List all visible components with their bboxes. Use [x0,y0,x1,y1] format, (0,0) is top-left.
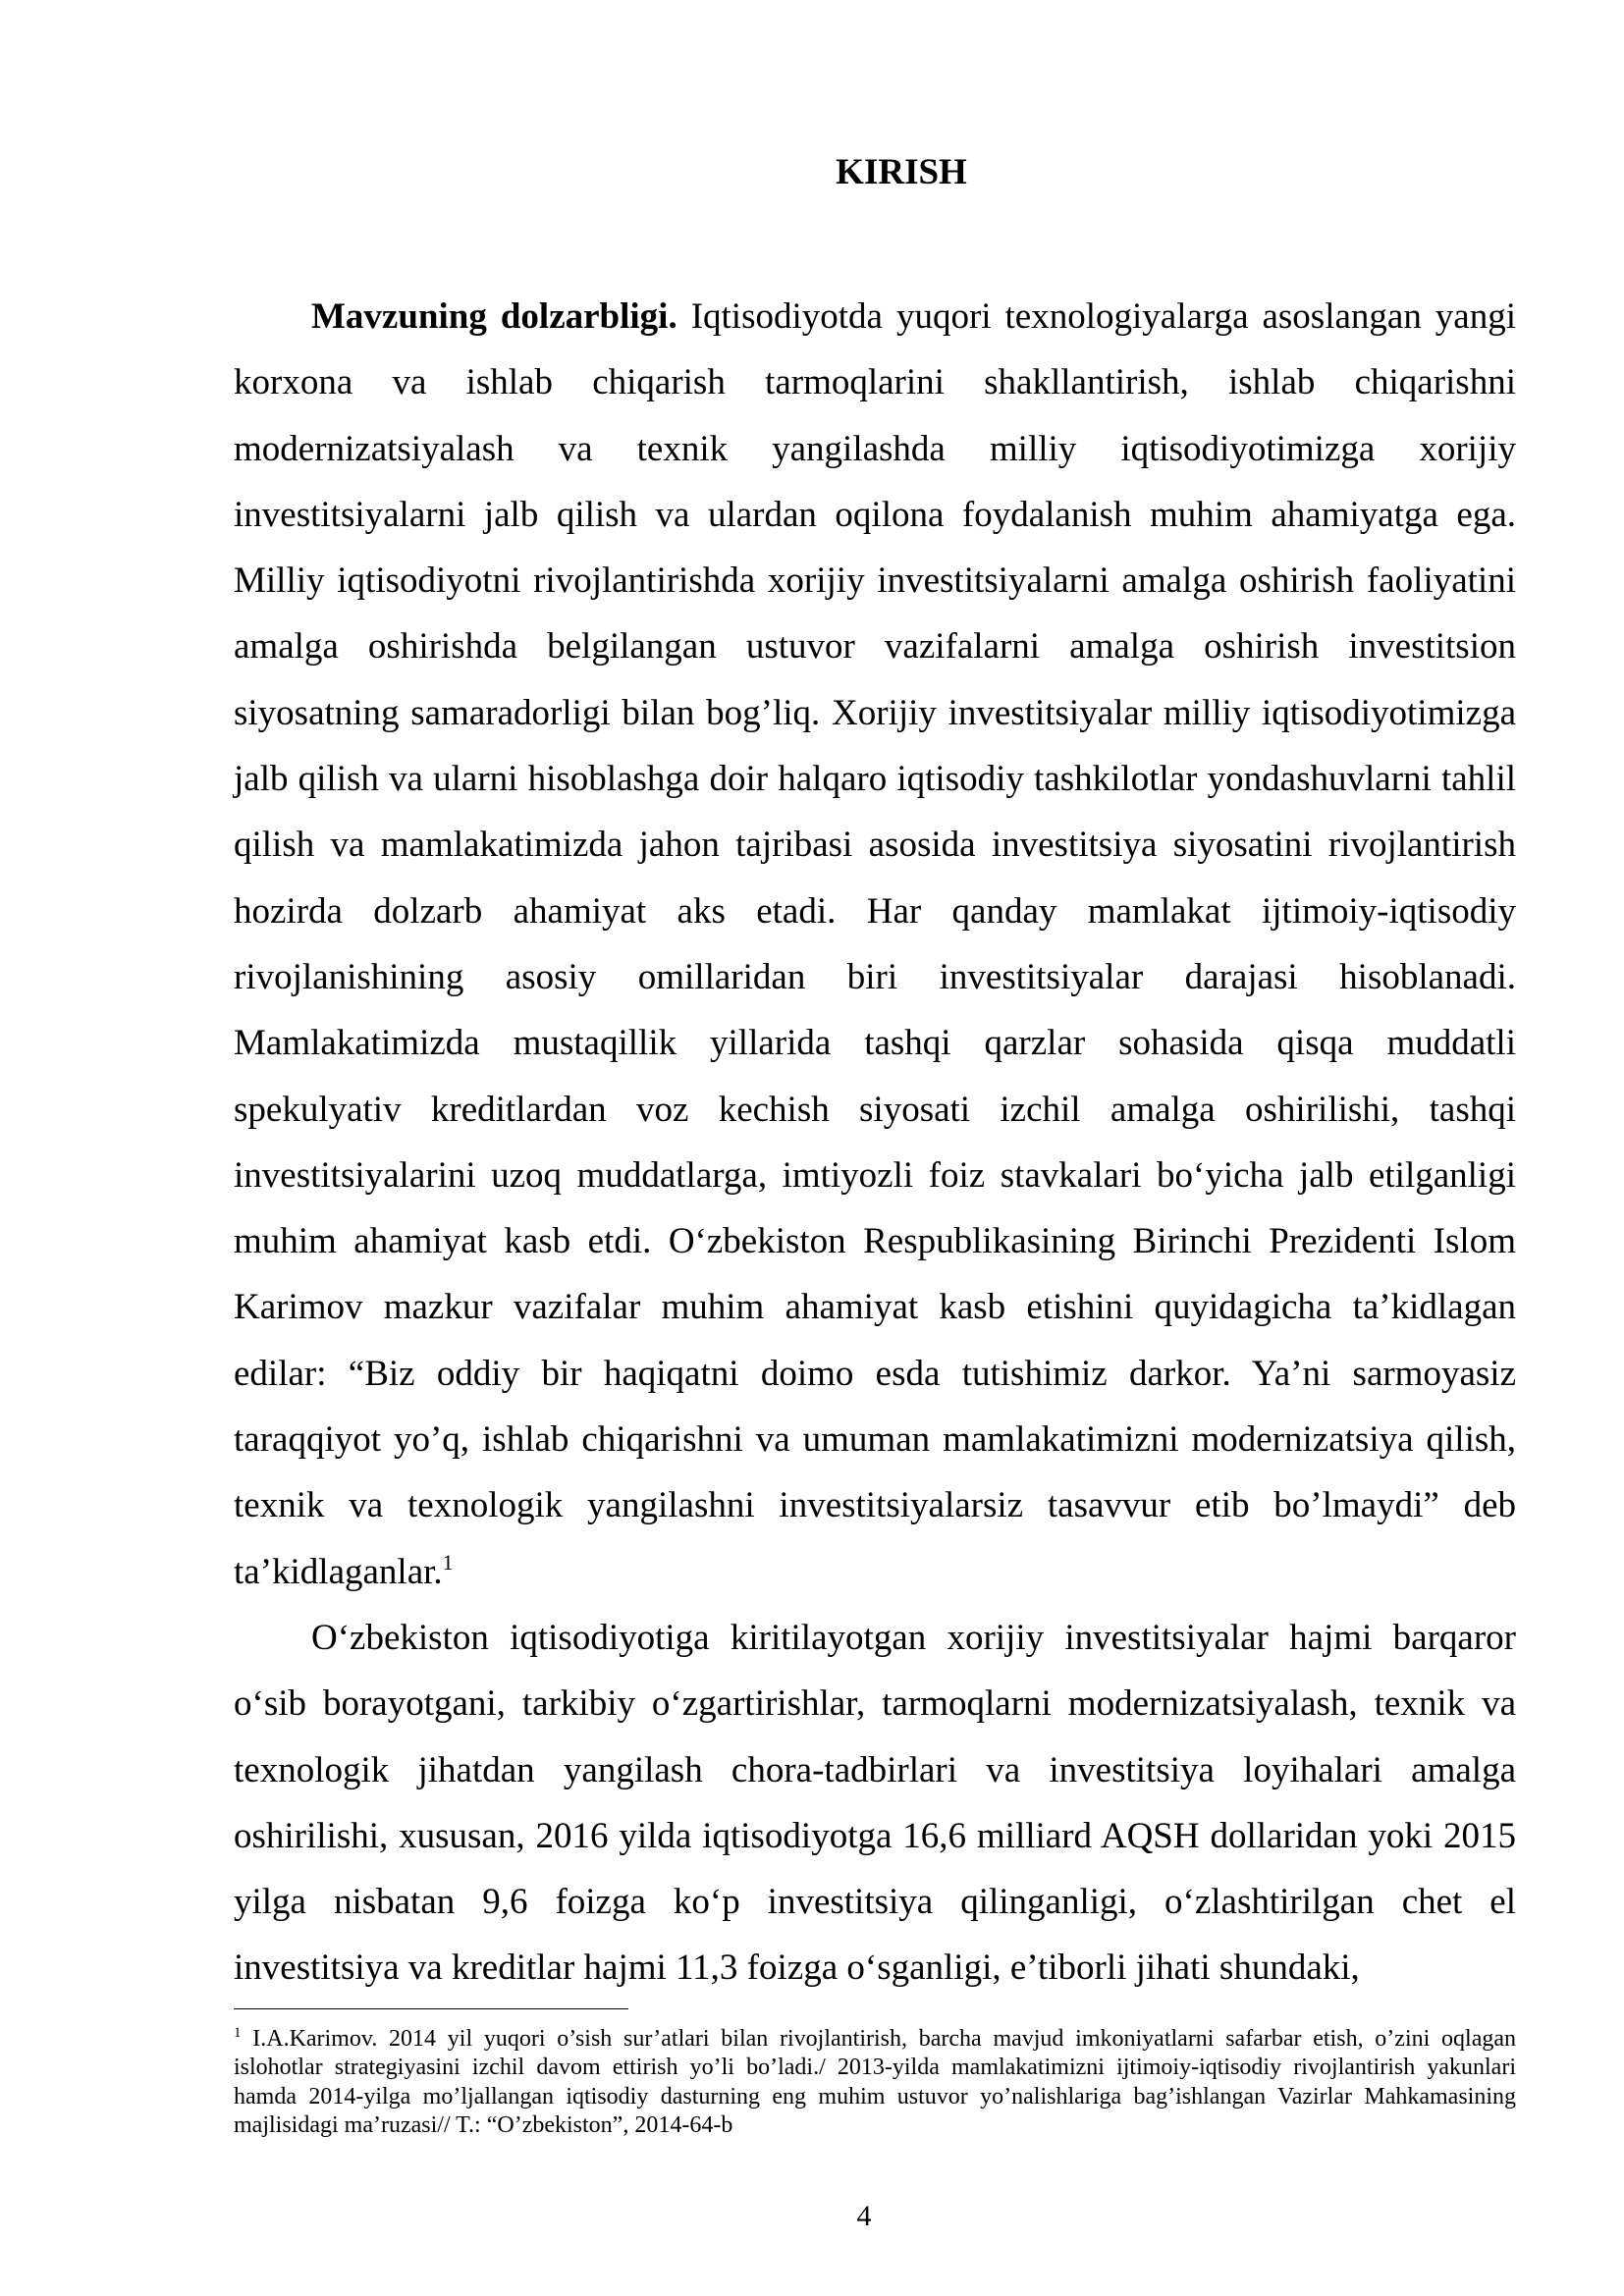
page-title: KIRISH [836,152,967,192]
body-text [234,284,1516,2002]
footnote-marker: 1 [234,2025,242,2041]
paragraph-text: Iqtisodiyotda yuqori texnologiyalarga asoslangan yangi korxona va ishlab chiqarish tarmoqlarini shakllantirish, ishlab chiqarishni modernizatsiyalash va texnik yangilashda milliy iqtisodiyotimizga xorijiy investitsiyalarni jalb qilish va ulardan oqilona foydalanish muhim ahamiyatga ega. Milliy iqtisodiyotni rivojlantirishda xorijiy investitsiyalarni amalga oshirish faoliyatini amalga oshirishda belgilangan ustuvor vazifalarni amalga oshirish investitsion siyosatning samaradorligi bilan bog’liq. Xorijiy investitsiyalar milliy iqtisodiyotimizga jalb qilish va ularni hisoblashga doir halqaro iqtisodiy tashkilotlar yondashuvlarni tahlil qilish va mamlakatimizda jahon tajribasi asosida investitsiya siyosatini rivojlantirish hozirda dolzarb ahamiyat aks etadi. Har qanday mamlakat ijtimoiy-iqtisodiy rivojlanishining asosiy omillaridan biri investitsiyalar darajasi hisoblanadi. Mamlakatimizda mustaqillik yillarida tashqi qarzlar sohasida qisqa muddatli spekulyativ kreditlardan voz kechish siyosati izchil amalga oshirilishi, tashqi investitsiyalarini uzoq muddatlarga, imtiyozli foiz stavkalari bo‘yicha jalb etilganligi muhim ahamiyat kasb etdi. O‘zbekiston Respublikasining Birinchi Prezidenti Islom Karimov mazkur vazifalar muhim ahamiyat kasb etishini quyidagicha ta’kidlagan edilar: “Biz oddiy bir haqiqatni doimo esda tutishimiz darkor. Ya’ni sarmoyasiz taraqqiyot yo’q, ishlab chiqarishni va umuman mamlakatimizni modernizatsiya qilish, texnik va texnologik yangilashni investitsiyalarsiz tasavvur etib bo’lmaydi” deb ta’kidlaganlar. [234,296,1516,1592]
paragraph-text: O‘zbekiston iqtisodiyotiga kiritilayotgan xorijiy investitsiyalar hajmi barqaror o‘sib borayotgani, tarkibiy o‘zgartirishlar, tarmoqlarni modernizatsiyalash, texnik va texnologik jihatdan yangilash chora-tadbirlari va investitsiya loyihalari amalga oshirilishi, xususan, 2016 yilda iqtisodiyotga 16,6 milliard AQSH dollaridan yoki 2015 yilga nisbatan 9,6 foizga ko‘p investitsiya qilinganligi, o‘zlashtirilgan chet el investitsiya va kreditlar hajmi 11,3 foizga o‘sganligi, e’tiborli jihati shundaki, [234,1617,1516,1989]
footnote-reference: 1 [442,1549,454,1575]
footnote-text: I.A.Karimov. 2014 yil yuqori o’sish sur’atlari bilan rivojlantirish, barcha mavjud imkoniyatlarni safarbar etish, o’zini oqlagan islohotlar strategiyasini izchil davom ettirish yo’li bo’ladi./ 2013-yilda mamlakatimizni ijtimoiy-iqtisodiy rivojlantirish yakunlari hamda 2014-yilga mo’ljallangan iqtisodiy dasturning eng muhim ustuvor yo’nalishlariga bag’ishlangan Vazirlar Mahkamasining majlisidagi ma’ruzasi// T.: “O’zbekiston”, 2014-64-b [234,2026,1516,2139]
footnote-separator [234,2008,628,2009]
paragraph-relevance [234,284,1516,1605]
footnote [234,2025,1516,2141]
paragraph-investment [234,1605,1516,2002]
paragraph-lead: Mavzuning dolzarbligi. [311,296,677,337]
page-number: 4 [856,2200,872,2232]
